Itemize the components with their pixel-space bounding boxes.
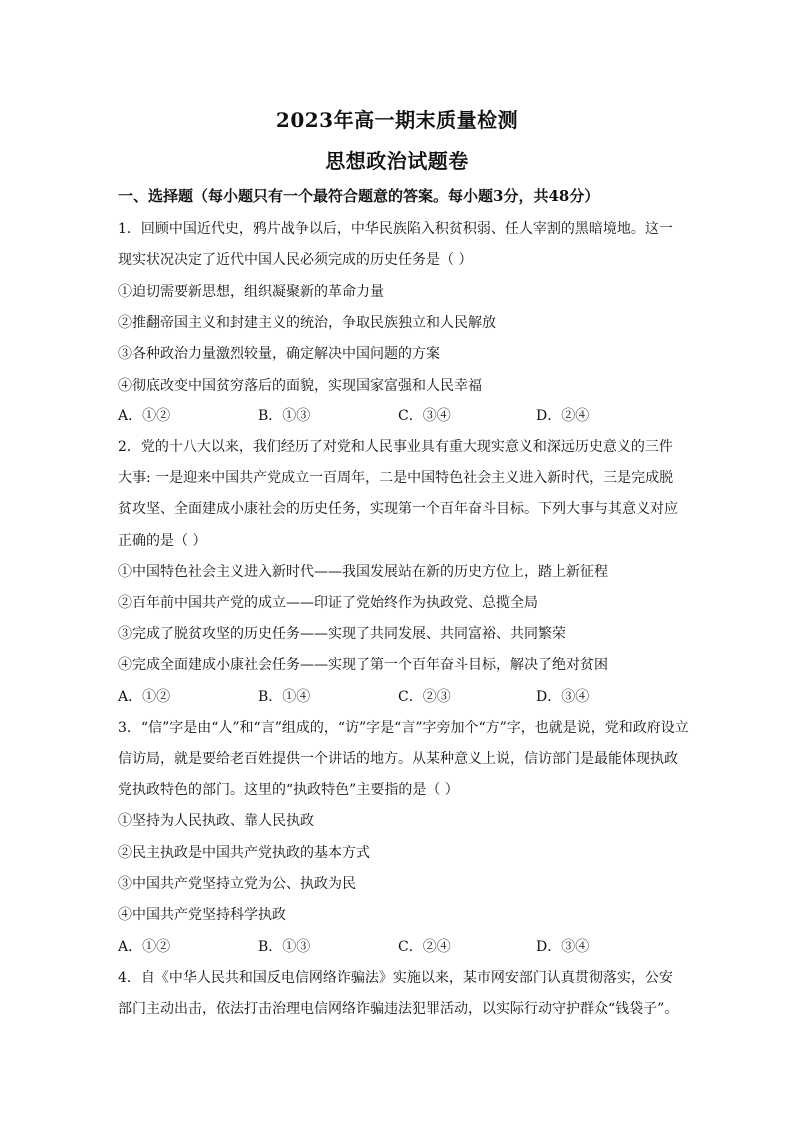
option-d: D．②④ [536, 408, 590, 424]
option-a: A．①② [118, 939, 171, 955]
question-2-item-1: ①中国特色社会主义进入新时代——我国发展站在新的历史方位上，踏上新征程 [118, 564, 608, 580]
question-1-item-3: ③各种政治力量激烈较量，确定解决中国问题的方案 [118, 346, 440, 362]
question-2-stem-line-4: 正确的是（ ） [118, 533, 207, 549]
question-3-item-3: ③中国共产党坚持立党为公、执政为民 [118, 876, 356, 892]
option-b: B．①④ [258, 689, 311, 705]
question-4-stem-line-1: 4．自《中华人民共和国反电信网络诈骗法》实施以来，某市网安部门认真贯彻落实，公安 [118, 970, 673, 986]
question-3-stem-line-3: 党执政特色的部门。这里的“执政特色”主要指的是（ ） [118, 782, 459, 798]
option-a: A．①② [118, 408, 171, 424]
question-1-item-1: ①迫切需要新思想，组织凝聚新的革命力量 [118, 284, 384, 300]
question-2-stem-line-2: 大事: 一是迎来中国共产党成立一百周年，二是中国特色社会主义进入新时代，三是完成脱 [118, 470, 674, 486]
option-a: A．①② [118, 689, 171, 705]
question-2-item-3: ③完成了脱贫攻坚的历史任务——实现了共同发展、共同富裕、共同繁荣 [118, 626, 566, 642]
question-4-stem-line-2: 部门主动出击，依法打击治理电信网络诈骗违法犯罪活动，以实际行动守护群众“钱袋子”。 [118, 1001, 679, 1017]
question-1-item-2: ②推翻帝国主义和封建主义的统治，争取民族独立和人民解放 [118, 315, 496, 331]
option-b: B．①③ [258, 408, 311, 424]
question-1-item-4: ④彻底改变中国贫穷落后的面貌，实现国家富强和人民幸福 [118, 378, 482, 394]
question-2-item-2: ②百年前中国共产党的成立——印证了党始终作为执政党、总揽全局 [118, 595, 538, 611]
question-3-item-2: ②民主执政是中国共产党执政的基本方式 [118, 845, 370, 861]
option-c: C．②④ [398, 939, 451, 955]
section-heading: 一、选择题（每小题只有一个最符合题意的答案。每小题3分，共48分） [118, 187, 600, 205]
option-d: D．③④ [536, 689, 590, 705]
question-1-stem-line-2: 现实状况决定了近代中国人民必须完成的历史任务是（ ） [118, 252, 473, 268]
question-2-stem-line-1: 2．党的十八大以来，我们经历了对党和人民事业具有重大现实意义和深远历史意义的三件 [118, 439, 673, 455]
question-3-stem-line-1: 3．“信”字是由“人”和“言”组成的，“访”字是“言”字旁加个“方”字，也就是说，党和政府设立 [118, 720, 689, 736]
question-3-item-4: ④中国共产党坚持科学执政 [118, 907, 286, 923]
option-c: C．③④ [398, 408, 451, 424]
question-1-stem-line-1: 1．回顾中国近代史，鸦片战争以后，中华民族陷入积贫积弱、任人宰割的黑暗境地。这一 [118, 221, 673, 237]
question-2-item-4: ④完成全面建成小康社会任务——实现了第一个百年奋斗目标，解决了绝对贫困 [118, 657, 608, 673]
option-d: D．③④ [536, 939, 590, 955]
question-2-stem-line-3: 贫攻坚、全面建成小康社会的历史任务，实现第一个百年奋斗目标。下列大事与其意义对应 [118, 501, 678, 517]
question-3-stem-line-2: 信访局，就是要给老百姓提供一个讲话的地方。从某种意义上说，信访部门是最能体现执政 [118, 751, 678, 767]
question-3-item-1: ①坚持为人民执政、靠人民执政 [118, 813, 314, 829]
option-b: B．①③ [258, 939, 311, 955]
exam-subtitle: 思想政治试题卷 [325, 149, 469, 173]
exam-title: 2023年高一期末质量检测 [275, 108, 519, 132]
option-c: C．②③ [398, 689, 451, 705]
